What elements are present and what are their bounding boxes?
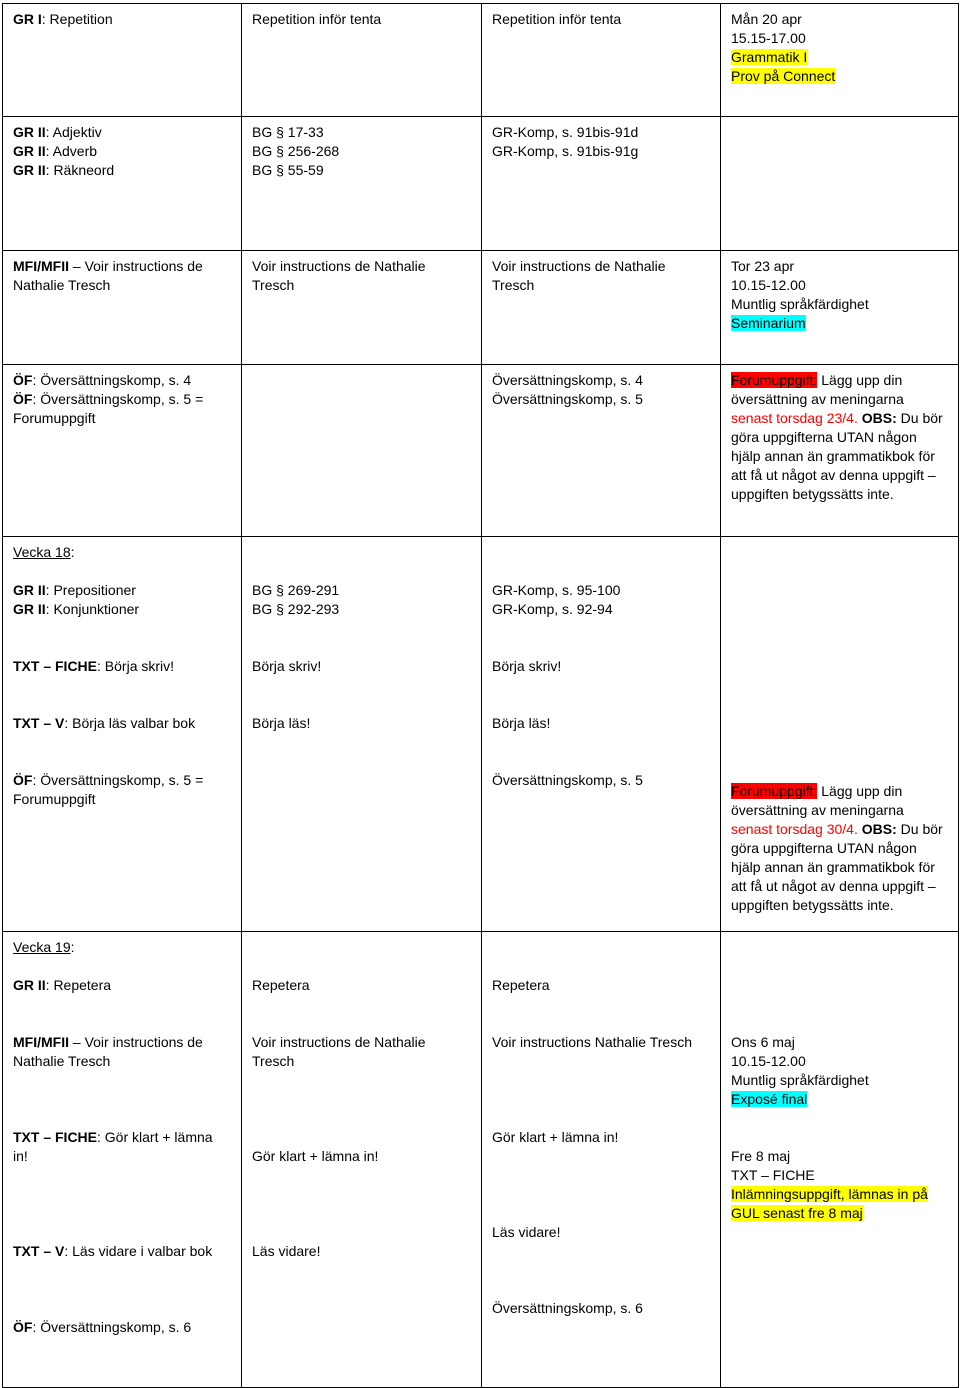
obs-label: OBS:: [857, 821, 897, 837]
forum-text: Du bör göra uppgifterna UTAN någon hjälp annan än grammatikbok för att få ut något av denna uppgift – uppgiften betygssätts inte.: [731, 410, 943, 502]
reference: GR-Komp, s. 92-94: [492, 601, 613, 617]
cell: [3, 537, 242, 932]
schedule-table: [2, 3, 959, 1388]
table-row: [3, 932, 959, 1388]
course-code: ÖF: [13, 772, 33, 788]
cell: [242, 4, 482, 117]
topic: : Repetera: [45, 977, 112, 993]
highlight-yellow: Prov på Connect: [731, 68, 836, 84]
forum-text: Lägg upp din översättning av meningarna: [731, 372, 904, 407]
event-title: Muntlig språkfärdighet: [731, 1072, 869, 1088]
topic: : Adverb: [45, 143, 98, 159]
cell-text: Gör klart + lämna in!: [252, 1148, 379, 1164]
cell: [721, 932, 959, 1388]
course-code: ÖF: [13, 372, 33, 388]
cell: [721, 251, 959, 365]
forum-task-label: Forumuppgift:: [731, 372, 818, 388]
cell-text: Börja läs!: [252, 715, 311, 731]
cell-text: Läs vidare!: [252, 1243, 321, 1259]
cell: [242, 251, 482, 365]
topic: – Voir instructions de Nathalie Tresch: [13, 1034, 203, 1069]
cell-text: Repetition inför tenta: [492, 11, 622, 27]
reference: GR-Komp, s. 95-100: [492, 582, 621, 598]
week-heading: Vecka 19: [13, 939, 71, 955]
cell: [721, 4, 959, 117]
reference: BG § 17-33: [252, 124, 324, 140]
course-code: TXT – FICHE: [13, 1129, 98, 1145]
topic: : Gör klart + lämna in!: [13, 1129, 213, 1164]
deadline-text: senast torsdag 23/4.: [731, 410, 858, 426]
cell-text: Börja läs!: [492, 715, 551, 731]
cell: [3, 251, 242, 365]
cell: [3, 4, 242, 117]
table-row: [3, 117, 959, 251]
event-title: Muntlig språkfärdighet: [731, 296, 869, 312]
cell: [721, 537, 959, 932]
topic: : Översättningskomp, s. 5 = Forumuppgift: [13, 391, 204, 426]
reference: GR-Komp, s. 91bis-91d: [492, 124, 639, 140]
cell-text: Voir instructions de Nathalie Tresch: [252, 1034, 426, 1069]
course-code: MFI/MFII: [13, 258, 69, 274]
cell-text: Läs vidare!: [492, 1224, 561, 1240]
cell-text: Repetera: [252, 977, 310, 993]
cell-text: Voir instructions de Nathalie Tresch: [492, 258, 666, 293]
course-code: GR II: [13, 977, 46, 993]
cell: [3, 932, 242, 1388]
topic: : Börja skriv!: [97, 658, 175, 674]
cell: [242, 117, 482, 251]
cell: [242, 365, 482, 537]
exam-time: 15.15-17.00: [731, 30, 806, 46]
event-time: 10.15-12.00: [731, 1053, 806, 1069]
event-date: Ons 6 maj: [731, 1034, 795, 1050]
table-row: [3, 365, 959, 537]
course-code: TXT – FICHE: [13, 658, 98, 674]
topic: : Översättningskomp, s. 5 = Forumuppgift: [13, 772, 204, 807]
course-code: GR II: [13, 582, 46, 598]
topic: : Översättningskomp, s. 6: [32, 1319, 192, 1335]
course-code: TXT – V: [13, 715, 65, 731]
cell: [482, 117, 721, 251]
highlight-cyan: Exposé final: [731, 1091, 808, 1107]
course-code: GR II: [13, 601, 46, 617]
table-row: [3, 251, 959, 365]
forum-text: Du bör göra uppgifterna UTAN någon hjälp annan än grammatikbok för att få ut något av denna uppgift – uppgiften betygssätts inte.: [731, 821, 943, 913]
obs-label: OBS:: [857, 410, 897, 426]
topic: : Räkneord: [45, 162, 115, 178]
week-heading: Vecka 18: [13, 544, 71, 560]
course-code: GR II: [13, 124, 46, 140]
event-title: TXT – FICHE: [731, 1167, 815, 1183]
table-row: [3, 537, 959, 932]
cell: [721, 117, 959, 251]
reference: Översättningskomp, s. 5: [492, 391, 643, 407]
cell: [721, 365, 959, 537]
cell-text: Börja skriv!: [252, 658, 322, 674]
cell: [482, 4, 721, 117]
reference: Översättningskomp, s. 6: [492, 1300, 643, 1316]
course-code: ÖF: [13, 391, 33, 407]
course-code: GR II: [13, 143, 46, 159]
highlight-yellow: Inlämningsuppgift, lämnas in på GUL senast fre 8 maj: [731, 1186, 928, 1221]
forum-task-label: Forumuppgift:: [731, 783, 818, 799]
cell-text: Börja skriv!: [492, 658, 562, 674]
forum-text: Lägg upp din översättning av meningarna: [731, 783, 904, 818]
reference: Översättningskomp, s. 5: [492, 772, 643, 788]
topic: : Läs vidare i valbar bok: [64, 1243, 213, 1259]
cell: [482, 537, 721, 932]
reference: GR-Komp, s. 91bis-91g: [492, 143, 639, 159]
event-date: Fre 8 maj: [731, 1148, 791, 1164]
cell-text: Voir instructions de Nathalie Tresch: [252, 258, 426, 293]
week-colon: :: [70, 939, 75, 955]
reference: Översättningskomp, s. 4: [492, 372, 643, 388]
topic: : Prepositioner: [45, 582, 136, 598]
reference: BG § 269-291: [252, 582, 340, 598]
cell: [242, 537, 482, 932]
cell: [482, 251, 721, 365]
table-row: [3, 4, 959, 117]
reference: BG § 55-59: [252, 162, 324, 178]
topic: : Konjunktioner: [45, 601, 140, 617]
highlight-yellow: Grammatik I: [731, 49, 808, 65]
exam-date: Mån 20 apr: [731, 11, 802, 27]
cell: [3, 117, 242, 251]
topic: : Repetition: [41, 11, 113, 27]
course-code: GR II: [13, 162, 46, 178]
course-code: GR I: [13, 11, 42, 27]
topic: : Börja läs valbar bok: [64, 715, 196, 731]
cell: [482, 365, 721, 537]
deadline-text: senast torsdag 30/4.: [731, 821, 858, 837]
reference: BG § 256-268: [252, 143, 340, 159]
cell: [3, 365, 242, 537]
topic: – Voir instructions de Nathalie Tresch: [13, 258, 203, 293]
course-code: TXT – V: [13, 1243, 65, 1259]
reference: BG § 292-293: [252, 601, 340, 617]
week-colon: :: [70, 544, 75, 560]
cell: [242, 932, 482, 1388]
course-code: ÖF: [13, 1319, 33, 1335]
course-code: MFI/MFII: [13, 1034, 69, 1050]
event-time: 10.15-12.00: [731, 277, 806, 293]
topic: : Översättningskomp, s. 4: [32, 372, 192, 388]
topic: : Adjektiv: [45, 124, 102, 140]
cell-text: Voir instructions Nathalie Tresch: [492, 1034, 692, 1050]
cell-text: Gör klart + lämna in!: [492, 1129, 619, 1145]
event-date: Tor 23 apr: [731, 258, 795, 274]
cell-text: Repetera: [492, 977, 550, 993]
cell-text: Repetition inför tenta: [252, 11, 382, 27]
highlight-cyan: Seminarium: [731, 315, 806, 331]
cell: [482, 932, 721, 1388]
